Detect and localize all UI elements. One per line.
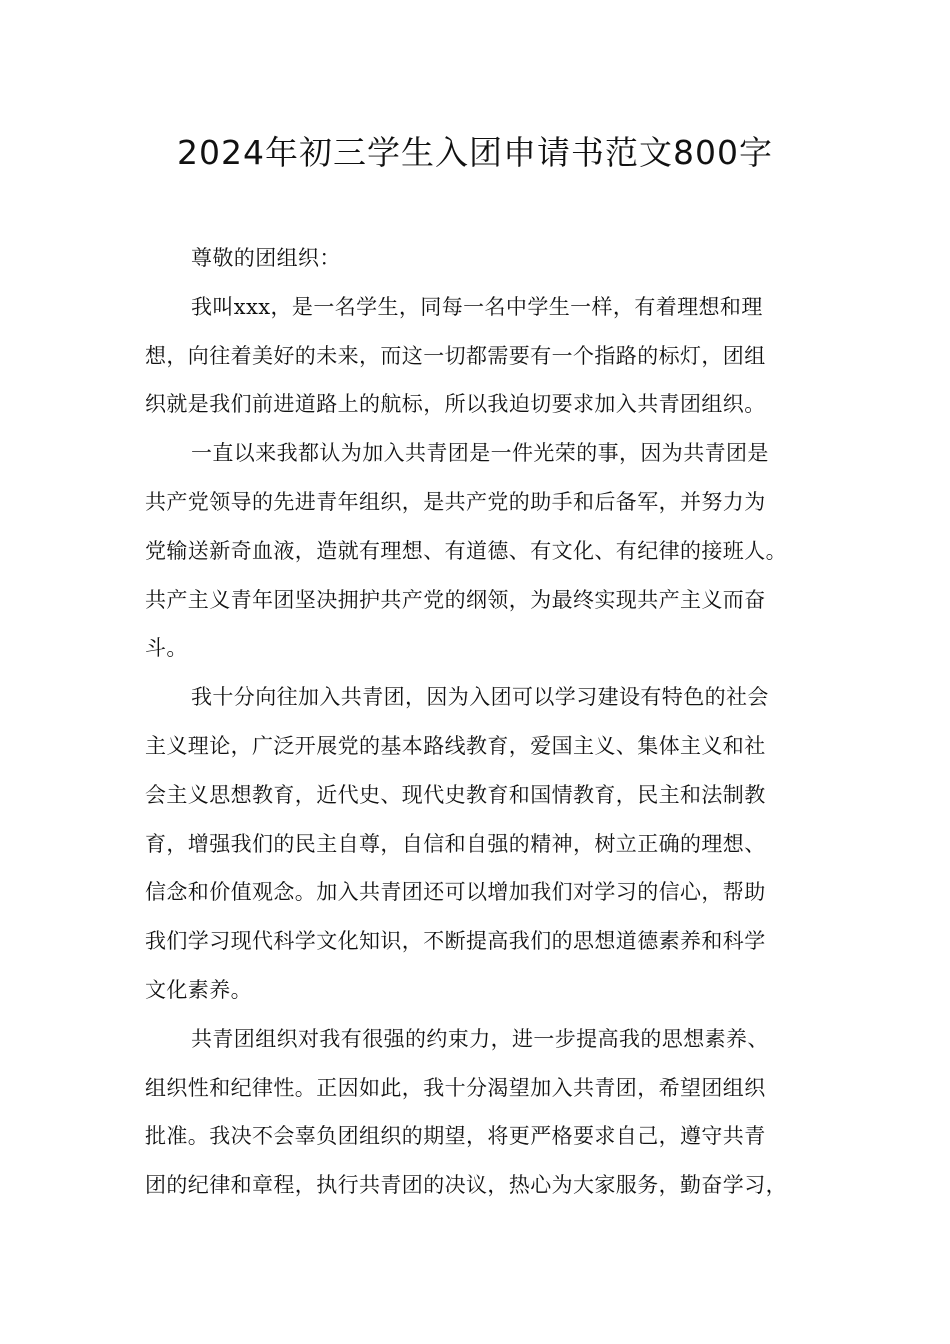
paragraph-3 (145, 673, 810, 1015)
paragraph-line: 织就是我们前进道路上的航标，所以我迫切要求加入共青团组织。 (145, 392, 766, 417)
paragraph-line: 党输送新奇血液，造就有理想、有道德、有文化、有纪律的接班人。 (145, 538, 787, 563)
paragraph-line: 会主义思想教育，近代史、现代史教育和国情教育，民主和法制教 (145, 782, 766, 807)
paragraph-line: 我们学习现代科学文化知识，不断提高我们的思想道德素养和科学 (145, 929, 766, 954)
paragraph-line: 共青团组织对我有很强的约束力，进一步提高我的思想素养、 (191, 1026, 769, 1051)
paragraph-line: 信念和价值观念。加入共青团还可以增加我们对学习的信心，帮助 (145, 880, 766, 905)
paragraph-line: 共产党领导的先进青年组织，是共产党的助手和后备军，并努力为 (145, 489, 766, 514)
paragraph-1 (145, 283, 810, 429)
paragraph-line: 育，增强我们的民主自尊，自信和自强的精神，树立正确的理想、 (145, 831, 766, 856)
paragraph-line: 我十分向往加入共青团，因为入团可以学习建设有特色的社会 (191, 685, 769, 710)
paragraph-line: 我叫xxx，是一名学生，同每一名中学生一样，有着理想和理 (191, 294, 763, 319)
paragraph-line: 一直以来我都认为加入共青团是一件光荣的事，因为共青团是 (191, 441, 769, 466)
paragraph-4 (145, 1015, 810, 1210)
paragraph-line: 想，向往着美好的未来，而这一切都需要有一个指路的标灯，团组 (145, 343, 766, 368)
paragraph-2 (145, 429, 810, 673)
paragraph-line: 斗。 (145, 636, 188, 661)
paragraph-line: 文化素养。 (145, 977, 252, 1002)
paragraph-line: 共产主义青年团坚决拥护共产党的纲领，为最终实现共产主义而奋 (145, 587, 766, 612)
salutation: 尊敬的团组织： (191, 246, 341, 270)
paragraph-line: 组织性和纪律性。正因如此，我十分渴望加入共青团，希望团组织 (145, 1075, 766, 1100)
paragraph-line: 主义理论，广泛开展党的基本路线教育，爱国主义、集体主义和社 (145, 733, 766, 758)
document-title: 2024年初三学生入团申请书范文800字 (177, 133, 773, 172)
paragraph-line: 批准。我决不会辜负团组织的期望，将更严格要求自己，遵守共青 (145, 1124, 766, 1149)
document-body (145, 234, 810, 1210)
paragraph-line: 团的纪律和章程，执行共青团的决议，热心为大家服务，勤奋学习， (145, 1173, 787, 1198)
